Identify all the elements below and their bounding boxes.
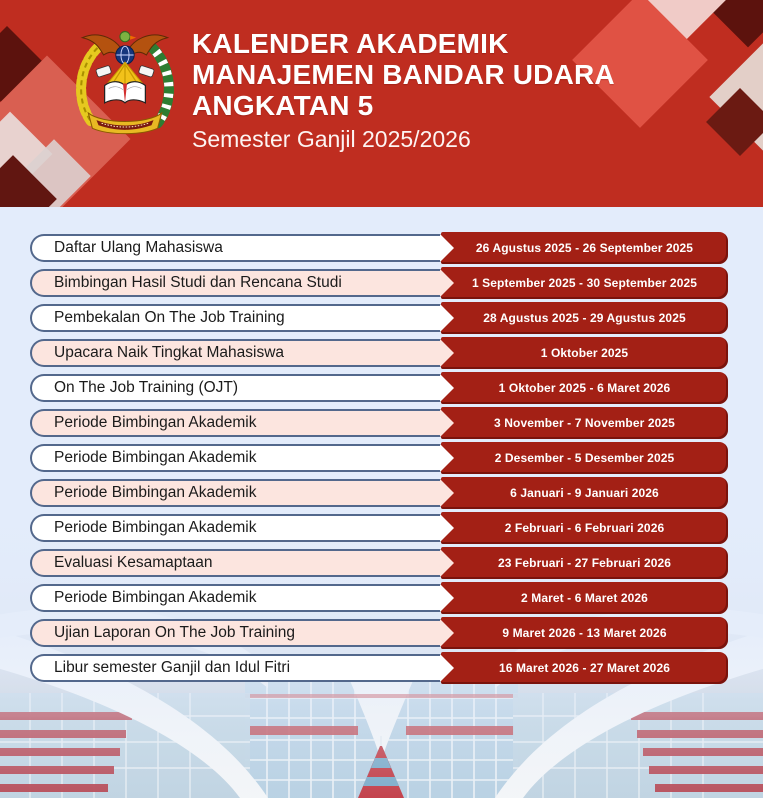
institution-logo-crest	[70, 25, 180, 141]
event-label: Periode Bimbingan Akademik	[54, 589, 257, 606]
schedule-row	[30, 477, 728, 509]
event-label-pill	[30, 339, 441, 367]
event-label-pill	[30, 234, 441, 262]
event-date: 1 September 2025 - 30 September 2025	[471, 276, 698, 290]
schedule-row	[30, 407, 728, 439]
event-date: 28 Agustus 2025 - 29 Agustus 2025	[483, 311, 686, 325]
event-date: 1 Oktober 2025	[540, 346, 629, 360]
event-label: Periode Bimbingan Akademik	[54, 414, 257, 431]
event-date: 26 Agustus 2025 - 26 September 2025	[475, 241, 694, 255]
event-date: 9 Maret 2026 - 13 Maret 2026	[502, 626, 667, 640]
event-date-banner	[441, 547, 728, 579]
event-label-pill	[30, 479, 441, 507]
event-date-banner	[441, 442, 728, 474]
schedule-row	[30, 512, 728, 544]
event-date: 16 Maret 2026 - 27 Maret 2026	[498, 661, 670, 675]
event-date-banner	[441, 512, 728, 544]
event-date-banner	[441, 372, 728, 404]
event-label-pill	[30, 619, 441, 647]
event-label-pill	[30, 549, 441, 577]
event-label-pill	[30, 654, 441, 682]
event-label-pill	[30, 584, 441, 612]
poster-subtitle: Semester Ganjil 2025/2026	[192, 126, 471, 152]
schedule-row	[30, 547, 728, 579]
poster-title-line-2: MANAJEMEN BANDAR UDARA	[192, 59, 615, 90]
event-label-pill	[30, 514, 441, 542]
schedule-row	[30, 372, 728, 404]
event-date: 2 Desember - 5 Desember 2025	[494, 451, 675, 465]
event-label: Periode Bimbingan Akademik	[54, 449, 257, 466]
event-date-banner	[441, 337, 728, 369]
crest-icon	[70, 25, 180, 141]
event-date: 1 Oktober 2025 - 6 Maret 2026	[498, 381, 671, 395]
event-date: 6 Januari - 9 Januari 2026	[510, 486, 659, 500]
event-label: Periode Bimbingan Akademik	[54, 484, 257, 501]
event-date-banner	[441, 652, 728, 684]
header-banner	[0, 0, 763, 207]
event-date-banner	[441, 232, 728, 264]
schedule-row	[30, 337, 728, 369]
poster-title-line-3: ANGKATAN 5	[192, 90, 374, 121]
event-date-banner	[441, 617, 728, 649]
event-date-banner	[441, 302, 728, 334]
event-label: Upacara Naik Tingkat Mahasiswa	[54, 344, 285, 361]
event-label: Periode Bimbingan Akademik	[54, 519, 257, 536]
event-label: Ujian Laporan On The Job Training	[54, 624, 295, 641]
event-label: Daftar Ulang Mahasiswa	[54, 239, 223, 256]
schedule-list	[30, 232, 728, 687]
event-date: 2 Februari - 6 Februari 2026	[504, 521, 665, 535]
event-date-banner	[441, 582, 728, 614]
event-label-pill	[30, 444, 441, 472]
schedule-row	[30, 442, 728, 474]
event-date: 3 November - 7 November 2025	[494, 416, 675, 430]
event-label: Bimbingan Hasil Studi dan Rencana Studi	[54, 274, 342, 291]
poster-title-line-1: KALENDER AKADEMIK	[192, 28, 509, 59]
schedule-row	[30, 232, 728, 264]
event-label-pill	[30, 304, 441, 332]
schedule-row	[30, 302, 728, 334]
event-label-pill	[30, 409, 441, 437]
event-label-pill	[30, 374, 441, 402]
event-date-banner	[441, 267, 728, 299]
event-date-banner	[441, 407, 728, 439]
event-label-pill	[30, 269, 441, 297]
event-label: Libur semester Ganjil dan Idul Fitri	[54, 659, 291, 676]
event-label: On The Job Training (OJT)	[54, 379, 239, 396]
schedule-row	[30, 267, 728, 299]
schedule-row	[30, 652, 728, 684]
schedule-row	[30, 617, 728, 649]
header-titles	[192, 28, 752, 154]
schedule-row	[30, 582, 728, 614]
event-date: 2 Maret - 6 Maret 2026	[521, 591, 648, 605]
event-date: 23 Februari - 27 Februari 2026	[497, 556, 672, 570]
event-date-banner	[441, 477, 728, 509]
event-label: Pembekalan On The Job Training	[54, 309, 285, 326]
event-label: Evaluasi Kesamaptaan	[54, 554, 213, 571]
